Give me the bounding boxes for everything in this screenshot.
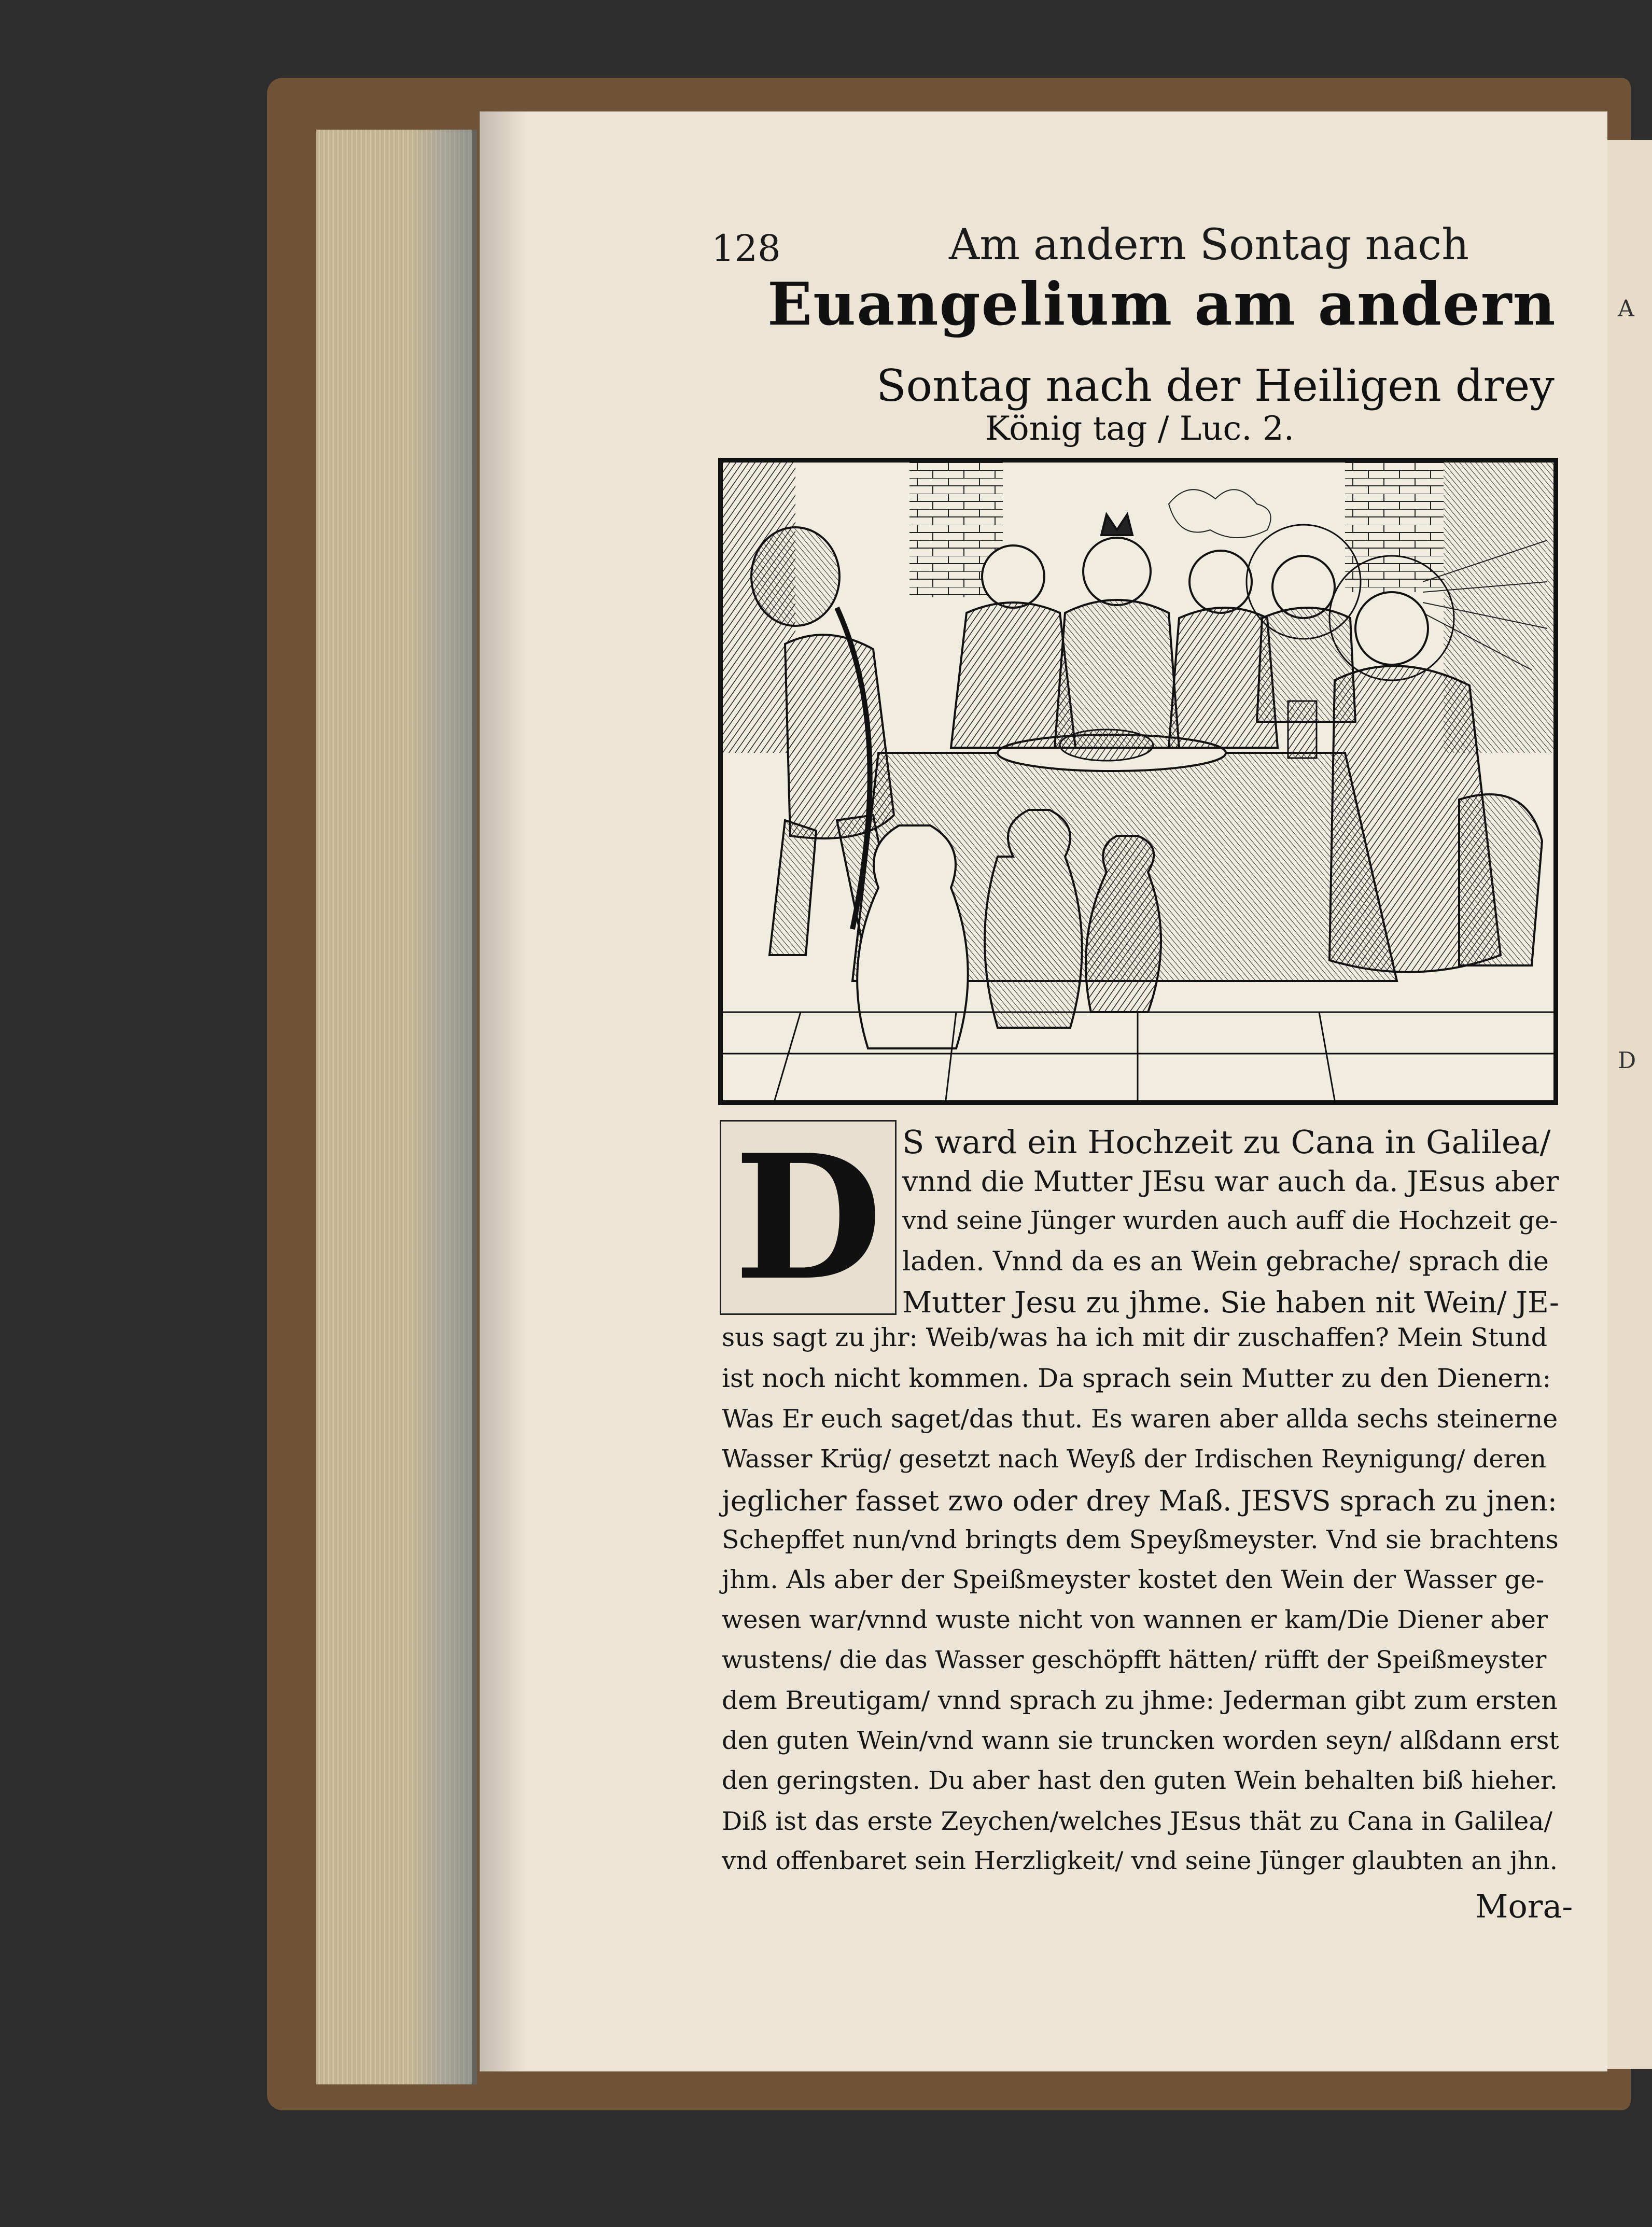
body-line-16: den guten Wein/vnd wann sie truncken worden seyn/ alßdann erst <box>722 1726 1559 1755</box>
body-line-8: Was Er euch saget/das thut. Es waren aber allda sechs steinerne <box>722 1404 1558 1434</box>
facing-page <box>1607 140 1652 2069</box>
body-line-14: wustens/ die das Wasser geschöpfft hätten/ rüfft der Speißmeyster <box>722 1646 1547 1674</box>
page-edge-tint <box>410 130 477 2084</box>
facing-page-letter: D <box>1618 1047 1636 1074</box>
body-line-10: jeglicher fasset zwo oder drey Maß. JESVS sprach zu jnen: <box>722 1484 1557 1517</box>
body-line-19: vnd offenbaret sein Herzligkeit/ vnd seine Jünger glaubten an jhn. <box>722 1846 1558 1875</box>
catchword: Mora- <box>1475 1887 1573 1925</box>
title-line-3: König tag / Luc. 2. <box>985 410 1295 448</box>
gutter-shadow <box>480 111 526 2071</box>
facing-page-letter: A <box>1618 296 1634 322</box>
woodcut-illustration <box>718 458 1558 1105</box>
body-line-12: jhm. Als aber der Speißmeyster kostet den Wein der Wasser ge- <box>722 1565 1545 1594</box>
body-line-5: Mutter Jesu zu jhme. Sie haben nit Wein/ JE- <box>902 1286 1559 1320</box>
body-line-7: ist noch nicht kommen. Da sprach sein Mutter zu den Dienern: <box>722 1363 1551 1393</box>
running-head: Am andern Sontag nach <box>949 220 1469 270</box>
body-line-6: sus sagt zu jhr: Weib/was ha ich mit dir zuschaffen? Mein Stund <box>722 1323 1548 1352</box>
body-line-11: Schepffet nun/vnd bringts dem Speyßmeyster. Vnd sie brachtens <box>722 1525 1559 1554</box>
drop-cap-letter: D <box>734 1117 883 1318</box>
title-line-1: Euangelium am andern <box>767 270 1557 339</box>
body-line-3: vnd seine Jünger wurden auch auff die Hochzeit ge- <box>902 1206 1558 1235</box>
body-line-18: Diß ist das erste Zeychen/welches JEsus thät zu Cana in Galilea/ <box>722 1806 1553 1836</box>
body-line-9: Wasser Krüg/ gesetzt nach Weyß der Irdischen Reynigung/ deren <box>722 1445 1547 1474</box>
body-line-4: laden. Vnnd da es an Wein gebrache/ sprach die <box>902 1246 1549 1277</box>
drop-cap <box>720 1117 897 1318</box>
title-line-2: Sontag nach der Heiligen drey <box>876 360 1555 411</box>
body-line-1: S ward ein Hochzeit zu Cana in Galilea/ <box>902 1123 1551 1161</box>
wedding-at-cana-woodcut <box>723 463 1553 1100</box>
body-line-17: den geringsten. Du aber hast den guten Wein behalten biß hieher. <box>722 1766 1558 1795</box>
body-line-2: vnnd die Mutter JEsu war auch da. JEsus aber <box>902 1165 1559 1198</box>
body-line-13: wesen war/vnnd wuste nicht von wannen er kam/Die Diener aber <box>722 1605 1548 1634</box>
page-number: 128 <box>711 227 781 270</box>
body-line-15: dem Breutigam/ vnnd sprach zu jhme: Jederman gibt zum ersten <box>722 1686 1558 1715</box>
